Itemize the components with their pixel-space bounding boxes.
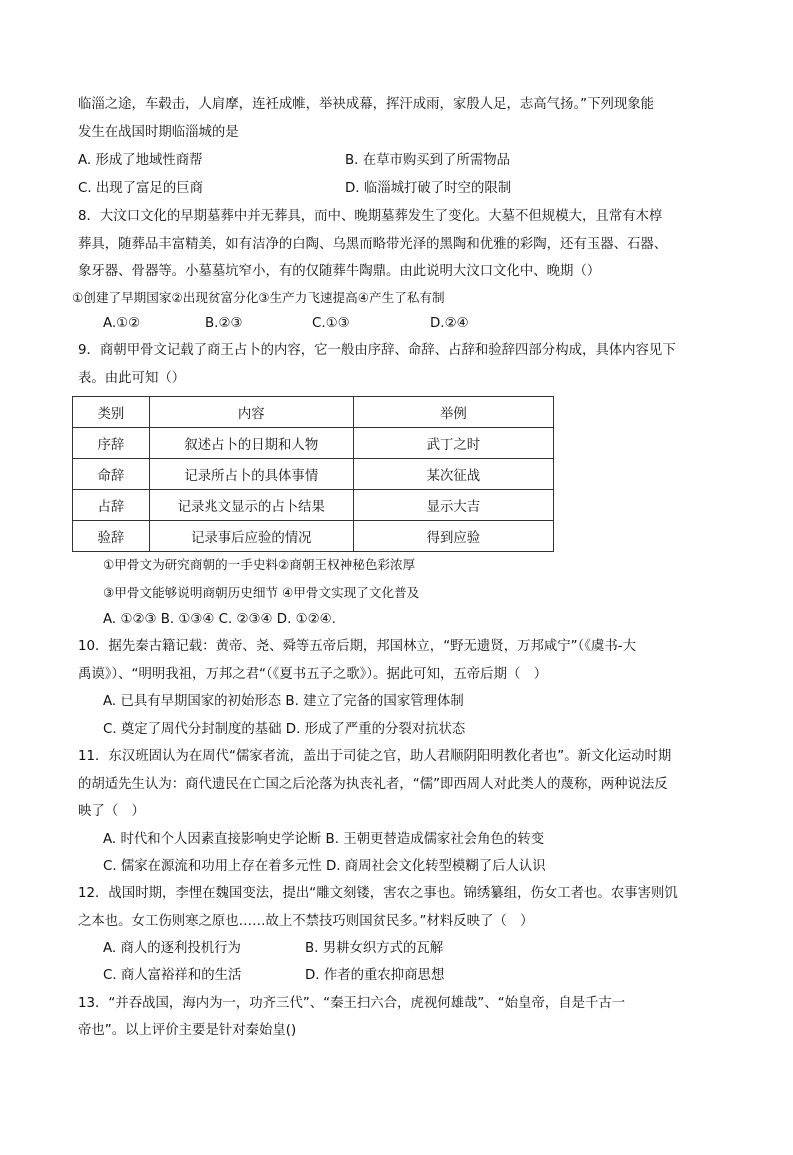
table-cell: 占辞	[73, 490, 150, 521]
q7-option-d: D. 临淄城打破了时空的限制	[345, 181, 512, 196]
q12-option-a: A. 商人的逐利投机行为	[103, 941, 241, 956]
q8-option-d: D.②④	[430, 316, 469, 331]
q8-stem-line-2: 葬具，随葬品丰富精美，如有洁净的白陶、乌黑而略带光泽的黑陶和优雅的彩陶，还有玉器、石器、	[78, 237, 668, 252]
q9-options: A. ①②③ B. ①③④ C. ②③④ D. ①②④.	[103, 612, 336, 627]
table-cell: 命辞	[73, 459, 150, 490]
q8-stem-line-3: 象牙器、骨器等。小墓墓坑窄小，有的仅随葬牛陶鼎。由此说明大汶口文化中、晚期（）	[78, 264, 601, 279]
q12-stem-line-1: 12．战国时期，李悝在魏国变法，提出“雕文刻镂，害农之事也。锦绣纂组，伤女工者也。农事害则饥	[78, 886, 678, 901]
q11-stem-line-2: 的胡适先生认为：商代遗民在亡国之后沦落为执丧礼者，“儒”即西周人对此类人的蔑称，两种说法反	[78, 777, 668, 792]
q9-table	[72, 396, 554, 552]
table-cell: 序辞	[73, 428, 150, 459]
q7-option-c: C. 出现了富足的巨商	[78, 181, 203, 196]
table-cell: 记录兆文显示的占卜结果	[149, 490, 353, 521]
q12-stem-line-2: 之本也。女工伤则寒之原也……故上不禁技巧则国贫民多。”材料反映了（ ）	[78, 914, 534, 929]
table-header-cell: 内容	[149, 397, 353, 428]
q9-stem-line-1: 9．商朝甲骨文记载了商王占卜的内容，它一般由序辞、命辞、占辞和验辞四部分构成，具体内容见下	[78, 343, 676, 358]
table-header-cell: 举例	[353, 397, 553, 428]
q11-stem-line-1: 11．东汉班固认为在周代“儒家者流，盖出于司徒之官，助人君顺阴阳明教化者也”。新文化运动时期	[78, 749, 672, 764]
q13-stem-line-1: 13．“并吞战国，海内为一，功齐三代”、“秦王扫六合，虎视何雄哉”、“始皇帝，自是千古一	[78, 996, 626, 1011]
table-cell: 叙述占卜的日期和人物	[149, 428, 353, 459]
table-header-row	[73, 397, 554, 428]
q9-items-line-1: ①甲骨文为研究商朝的一手史料②商朝王权神秘色彩浓厚	[103, 557, 416, 572]
q7-option-a: A. 形成了地域性商帮	[78, 153, 203, 168]
q8-items: ①创建了早期国家②出现贫富分化③生产力飞速提高④产生了私有制	[72, 290, 445, 305]
q11-options-line-1: A. 时代和个人因素直接影响史学论断 B. 王朝更替造成儒家社会角色的转变	[103, 832, 545, 847]
table-row	[73, 490, 554, 521]
q10-stem-line-1: 10．据先秦古籍记载：黄帝、尧、舜等五帝后期，邦国林立，“野无遗贤，万邦咸宁”（《虞书-大	[78, 639, 636, 654]
table-header-cell: 类别	[73, 397, 150, 428]
q9-items-line-2: ③甲骨文能够说明商朝历史细节 ④甲骨文实现了文化普及	[103, 585, 420, 600]
q9-stem-line-2: 表。由此可知（）	[78, 371, 186, 386]
table-cell: 记录所占卜的具体事情	[149, 459, 353, 490]
table-row	[73, 428, 554, 459]
q7-text-line-1: 临淄之途，车毂击，人肩摩，连衽成帷，举袂成幕，挥汗成雨，家殷人足，志高气扬。”下列现象能	[78, 97, 655, 112]
q8-option-b: B.②③	[205, 316, 243, 331]
table-row	[73, 459, 554, 490]
q10-options-line-1: A. 已具有早期国家的初始形态 B. 建立了完备的国家管理体制	[103, 694, 464, 709]
q8-stem-line-1: 8．大汶口文化的早期墓葬中并无葬具，而中、晚期墓葬发生了变化。大墓不但规模大，且常有木椁	[78, 209, 663, 224]
table-cell: 显示大吉	[353, 490, 553, 521]
table-cell: 记录事后应验的情况	[149, 521, 353, 552]
table-cell: 验辞	[73, 521, 150, 552]
q10-stem-line-2: 禹谟》）、“明明我祖，万邦之君“（《夏书五子之歌》）。据此可知，五帝后期（ ）	[78, 667, 548, 682]
q12-option-b: B. 男耕女织方式的瓦解	[305, 941, 444, 956]
q8-option-a: A.①②	[103, 316, 141, 331]
table-cell: 得到应验	[353, 521, 553, 552]
q7-text-line-2: 发生在战国时期临淄城的是	[78, 125, 239, 140]
q11-options-line-2: C. 儒家在源流和功用上存在着多元性 D. 商周社会文化转型模糊了后人认识	[103, 859, 546, 874]
q12-option-c: C. 商人富裕祥和的生活	[103, 968, 242, 983]
q11-stem-line-3: 映了（ ）	[78, 804, 145, 819]
q12-option-d: D. 作者的重农抑商思想	[305, 968, 445, 983]
table-cell: 武丁之时	[353, 428, 553, 459]
table-cell: 某次征战	[353, 459, 553, 490]
q7-option-b: B. 在草市购买到了所需物品	[345, 153, 510, 168]
table-row	[73, 521, 554, 552]
q8-option-c: C.①③	[312, 316, 350, 331]
q10-options-line-2: C. 奠定了周代分封制度的基础 D. 形成了严重的分裂对抗状态	[103, 722, 466, 737]
q13-stem-line-2: 帝也”。以上评价主要是针对秦始皇()	[78, 1023, 297, 1038]
